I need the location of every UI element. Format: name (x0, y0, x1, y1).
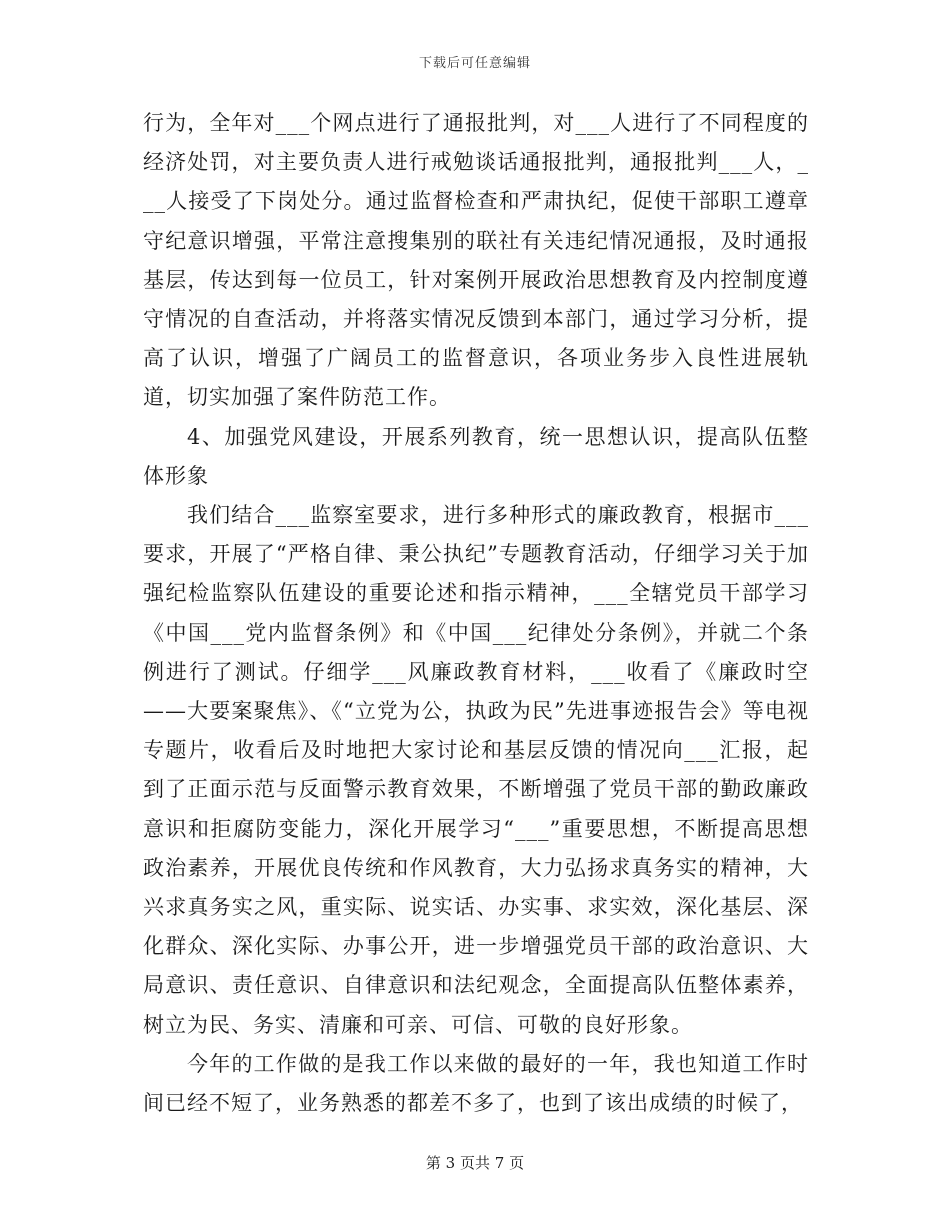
paragraph-3: 我们结合___监察室要求，进行多种形式的廉政教育，根据市___要求，开展了“严格自律、秉公执纪”专题教育活动，仔细学习关于加强纪检监察队伍建设的重要论述和指示精神，___全辖党员干部学习《中国___党内监督条例》和《中国___纪律处分条例》，并就二个条例进行了测试。仔细学___风廉政教育材料，___收看了《廉政时空——大要案聚焦》、《“立党为公，执政为民”先进事迹报告会》等电视专题片，收看后及时地把大家讨论和基层反馈的情况向___汇报，起到了正面示范与反面警示教育效果，不断增强了党员干部的勤政廉政意识和拒腐防变能力，深化开展学习“___”重要思想，不断提高思想政治素养，开展优良传统和作风教育，大力弘扬求真务实的精神，大兴求真务实之风，重实际、说实话、办实事、求实效，深化基层、深化群众、深化实际、办事公开，进一步增强党员干部的政治意识、大局意识、责任意识、自律意识和法纪观念，全面提高队伍整体素养，树立为民、务实、清廉和可亲、可信、可敬的良好形象。 (143, 503, 809, 1037)
paragraph-1: 行为，全年对___个网点进行了通报批判，对___人进行了不同程度的经济处罚，对主要负责人进行戒勉谈话通报批判，通报批判___人，___人接受了下岗处分。通过监督检查和严肃执纪，促使干部职工遵章守纪意识增强，平常注意搜集别的联社有关违纪情况通报，及时通报基层，传达到每一位员工，针对案例开展政治思想教育及内控制度遵守情况的自查活动，并将落实情况反馈到本部门，通过学习分析，提高了认识，增强了广阔员工的监督意识，各项业务步入良性进展轨道，切实加强了案件防范工作。 (143, 111, 809, 410)
paragraph-4: 今年的工作做的是我工作以来做的最好的一年，我也知道工作时间已经不短了，业务熟悉的都差不多了，也到了该出成绩的时候了， (143, 1051, 809, 1116)
paragraph-2-heading: 4、加强党风建设，开展系列教育，统一思想认识，提高队伍整体形象 (143, 424, 809, 488)
page-header: 下载后可任意编辑 (418, 56, 531, 71)
page-number-footer: 第 3 页共 7 页 (425, 1154, 525, 1172)
document-body (143, 104, 809, 1123)
